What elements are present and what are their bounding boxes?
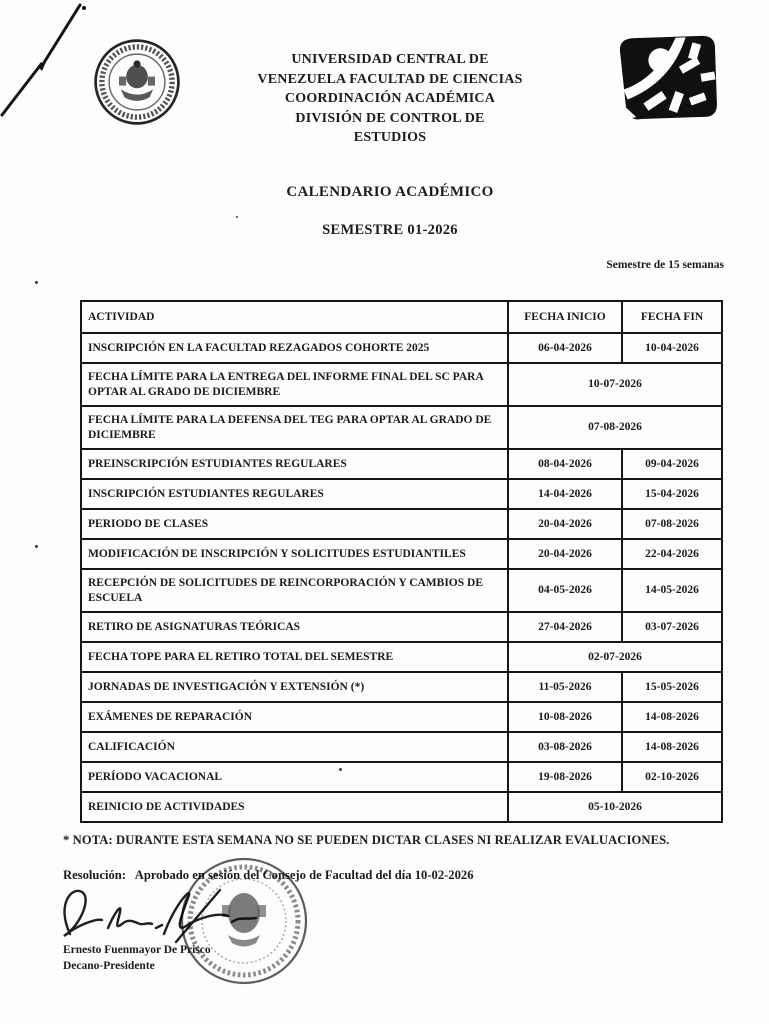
activity-cell: PERIODO DE CLASES <box>81 509 508 539</box>
single-date-cell: 10-07-2026 <box>508 363 722 406</box>
table-row <box>81 479 722 509</box>
single-date-cell: 07-08-2026 <box>508 406 722 449</box>
table-row <box>81 672 722 702</box>
activity-cell: EXÁMENES DE REPARACIÓN <box>81 702 508 732</box>
single-date-cell: 02-07-2026 <box>508 642 722 672</box>
semester-duration-note: Semestre de 15 semanas <box>606 259 724 271</box>
activity-cell: CALIFICACIÓN <box>81 732 508 762</box>
org-line-1: UNIVERSIDAD CENTRAL DE <box>291 52 489 67</box>
footnote-nota: * NOTA: DURANTE ESTA SEMANA NO SE PUEDEN DICTAR CLASES NI REALIZAR EVALUACIONES. <box>63 833 670 847</box>
resolution-line: Resolución: Aprobado en sesión del Consejo de Facultad del día 10-02-2026 <box>63 868 474 882</box>
scan-dot-artifact <box>35 545 38 548</box>
start-date-cell: 27-04-2026 <box>508 612 622 642</box>
table-row <box>81 792 722 822</box>
org-line-5: ESTUDIOS <box>353 130 427 145</box>
end-date-cell: 15-04-2026 <box>622 479 722 509</box>
activity-cell: JORNADAS DE INVESTIGACIÓN Y EXTENSIÓN (*) <box>81 672 508 702</box>
start-date-cell: 20-04-2026 <box>508 539 622 569</box>
org-line-4: DIVISIÓN DE CONTROL DE <box>295 110 485 126</box>
table-row <box>81 333 722 363</box>
table-row <box>81 539 722 569</box>
signer-title: Decano-Presidente <box>63 960 155 972</box>
activity-cell: REINICIO DE ACTIVIDADES <box>81 792 508 822</box>
signer-name: Ernesto Fuenmayor De Prisco <box>63 944 211 956</box>
start-date-cell: 10-08-2026 <box>508 702 622 732</box>
start-date-cell: 08-04-2026 <box>508 449 622 479</box>
start-date-cell: 14-04-2026 <box>508 479 622 509</box>
table-row <box>81 449 722 479</box>
scan-dot-artifact <box>236 216 238 218</box>
end-date-cell: 07-08-2026 <box>622 509 722 539</box>
start-date-cell: 19-08-2026 <box>508 762 622 792</box>
end-date-cell: 14-08-2026 <box>622 702 722 732</box>
table-row <box>81 612 722 642</box>
end-date-cell: 14-08-2026 <box>622 732 722 762</box>
activity-cell: PERÍODO VACACIONAL <box>81 762 508 792</box>
end-date-cell: 02-10-2026 <box>622 762 722 792</box>
col-header-fecha-inicio: FECHA INICIO <box>508 301 622 333</box>
start-date-cell: 04-05-2026 <box>508 569 622 612</box>
start-date-cell: 20-04-2026 <box>508 509 622 539</box>
col-header-fecha-fin: FECHA FIN <box>622 301 722 333</box>
table-row <box>81 569 722 612</box>
round-stamp <box>178 855 310 987</box>
single-date-cell: 05-10-2026 <box>508 792 722 822</box>
document-title: CALENDARIO ACADÉMICO <box>286 184 494 200</box>
table-row <box>81 762 722 792</box>
org-name-block <box>225 50 555 148</box>
table-row <box>81 642 722 672</box>
calendar-table <box>80 300 723 823</box>
activity-cell: PREINSCRIPCIÓN ESTUDIANTES REGULARES <box>81 449 508 479</box>
activity-cell: INSCRIPCIÓN ESTUDIANTES REGULARES <box>81 479 508 509</box>
table-row <box>81 363 722 406</box>
activity-cell: INSCRIPCIÓN EN LA FACULTAD REZAGADOS COHORTE 2025 <box>81 333 508 363</box>
start-date-cell: 11-05-2026 <box>508 672 622 702</box>
end-date-cell: 14-05-2026 <box>622 569 722 612</box>
activity-cell: MODIFICACIÓN DE INSCRIPCIÓN Y SOLICITUDES ESTUDIANTILES <box>81 539 508 569</box>
col-header-actividad: ACTIVIDAD <box>81 301 508 333</box>
end-date-cell: 09-04-2026 <box>622 449 722 479</box>
activity-cell: RECEPCIÓN DE SOLICITUDES DE REINCORPORACIÓN Y CAMBIOS DE ESCUELA <box>81 569 508 612</box>
end-date-cell: 03-07-2026 <box>622 612 722 642</box>
scan-dot-artifact <box>339 768 342 771</box>
org-line-2: VENEZUELA FACULTAD DE CIENCIAS <box>257 71 523 87</box>
table-row <box>81 732 722 762</box>
table-row <box>81 509 722 539</box>
table-row <box>81 406 722 449</box>
start-date-cell: 06-04-2026 <box>508 333 622 363</box>
facultad-ciencias-logo-icon <box>617 34 721 122</box>
scan-dot-artifact <box>35 281 38 284</box>
activity-cell: FECHA TOPE PARA EL RETIRO TOTAL DEL SEMESTRE <box>81 642 508 672</box>
start-date-cell: 03-08-2026 <box>508 732 622 762</box>
end-date-cell: 15-05-2026 <box>622 672 722 702</box>
org-line-3: COORDINACIÓN ACADÉMICA <box>284 91 496 106</box>
activity-cell: FECHA LÍMITE PARA LA ENTREGA DEL INFORME FINAL DEL SC PARA OPTAR AL GRADO DE DICIEMBRE <box>81 363 508 406</box>
document-subtitle: SEMESTRE 01-2026 <box>322 222 458 238</box>
activity-cell: FECHA LÍMITE PARA LA DEFENSA DEL TEG PARA OPTAR AL GRADO DE DICIEMBRE <box>81 406 508 449</box>
table-header-row <box>81 301 722 333</box>
ucv-seal-icon <box>92 37 182 127</box>
end-date-cell: 10-04-2026 <box>622 333 722 363</box>
end-date-cell: 22-04-2026 <box>622 539 722 569</box>
table-row <box>81 702 722 732</box>
activity-cell: RETIRO DE ASIGNATURAS TEÓRICAS <box>81 612 508 642</box>
